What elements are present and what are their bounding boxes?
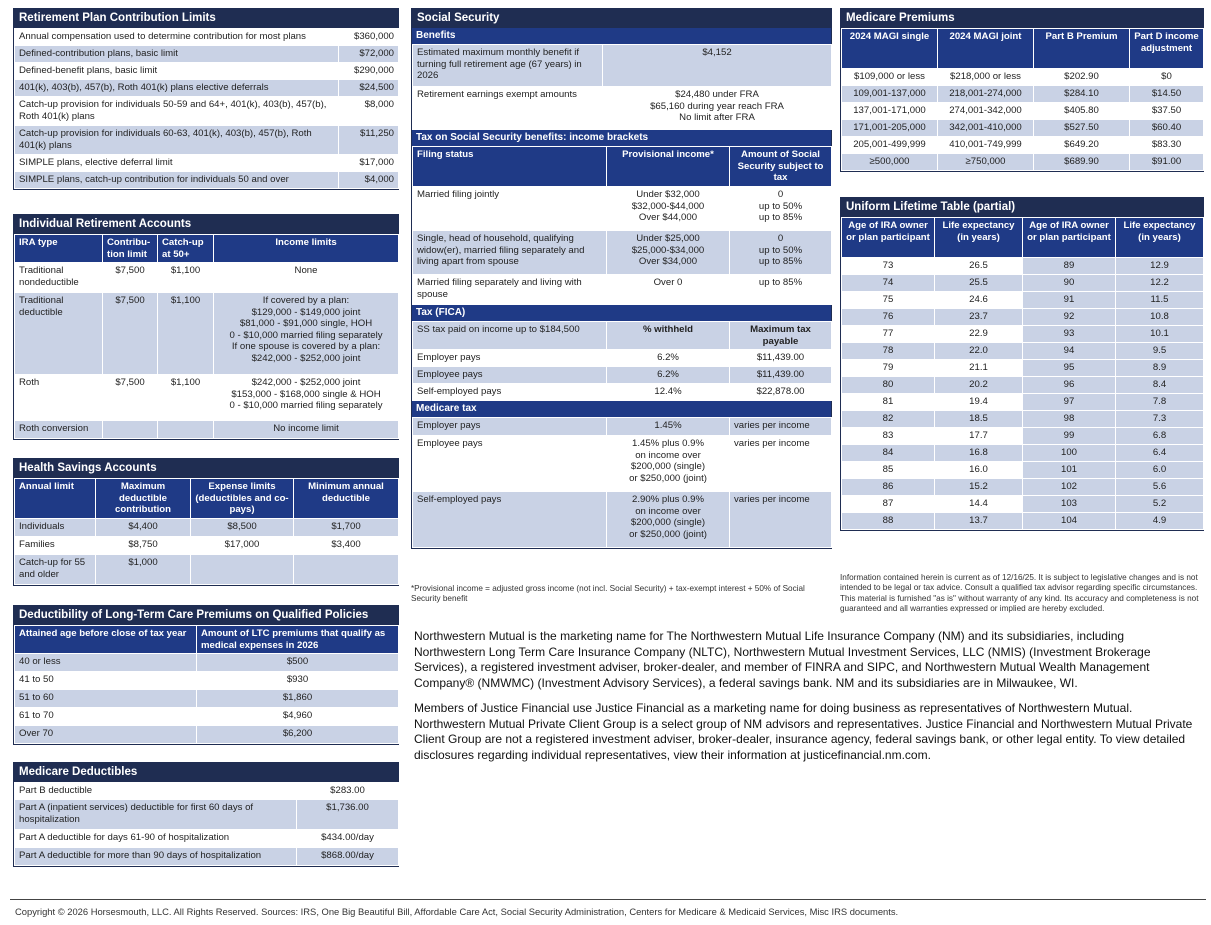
premiums-header: 2024 MAGI joint [938,29,1034,69]
table-row [15,830,399,848]
table-row [15,29,399,46]
limit-value: $17,000 [339,155,399,172]
medicare-tax-subtitle: Medicare tax [412,401,831,417]
attained-age: 51 to 60 [15,690,197,708]
premium-cell: $37.50 [1130,103,1204,120]
table-row [15,555,399,585]
hsa-header: Minimum annual deductible [294,479,399,519]
medicare-tax-label: Self-employed pays [413,492,607,548]
owner-age: 93 [1023,326,1116,343]
life-expectancy: 8.9 [1116,360,1204,377]
table-row [15,519,399,537]
pct-withheld: 12.4% [607,384,730,401]
limit-value: $24,500 [339,80,399,97]
ira-header: Catch-up at 50+ [158,235,214,263]
owner-age: 77 [842,326,935,343]
table-row [15,690,399,708]
income-limits: No income limit [214,421,399,439]
min-deductible: $3,400 [294,537,399,555]
provisional-income: Over 0 [607,275,730,305]
table-row [15,97,399,126]
table-row [15,783,399,800]
premium-cell: 410,001-749,999 [938,137,1034,154]
limit-label: Defined-benefit plans, basic limit [15,63,339,80]
fica-header: SS tax paid on income up to $184,500 [413,322,607,350]
premium-cell: 342,001-410,000 [938,120,1034,137]
life-expectancy: 22.0 [935,343,1023,360]
owner-age: 78 [842,343,935,360]
table-row [413,384,832,401]
table-row [413,87,832,130]
benefit-value: $4,152 [603,45,832,87]
life-expectancy: 24.6 [935,292,1023,309]
retirement-limits-table [14,28,399,189]
premium-cell: 205,001-499,999 [842,137,938,154]
owner-age: 84 [842,445,935,462]
hsa-panel [13,458,399,586]
hsa-label: Catch-up for 55 and older [15,555,96,585]
ss-tax-header: Amount of Social Security subject to tax [730,147,832,187]
owner-age: 94 [1023,343,1116,360]
lifetime-header: Life expectancy (in years) [1116,218,1204,258]
lifetime-table-panel [840,197,1204,531]
ltc-table [14,625,399,744]
table-row [413,187,832,231]
table-row [15,80,399,97]
lifetime-header: Life expectancy (in years) [935,218,1023,258]
life-expectancy: 15.2 [935,479,1023,496]
taxable-amount: 0 up to 50% up to 85% [730,187,832,231]
deductible-label: Part B deductible [15,783,297,800]
premiums-header: 2024 MAGI single [842,29,938,69]
owner-age: 91 [1023,292,1116,309]
life-expectancy: 22.9 [935,326,1023,343]
deductible-value: $283.00 [297,783,399,800]
life-expectancy: 20.2 [935,377,1023,394]
premium-cell: ≥750,000 [938,154,1034,171]
table-row [842,445,1204,462]
deductible-value: $868.00/day [297,848,399,866]
benefit-label: Retirement earnings exempt amounts [413,87,603,130]
medicare-pct: 2.90% plus 0.9% on income over $200,000 (single) or $250,000 (joint) [607,492,730,548]
ira-panel [13,214,399,440]
filing-status: Married filing separately and living with spouse [413,275,607,305]
owner-age: 85 [842,462,935,479]
ltc-amount: $4,960 [197,708,399,726]
premium-cell: $405.80 [1034,103,1130,120]
contribution-limit: $7,500 [103,375,158,421]
attained-age: 41 to 50 [15,672,197,690]
deductible-value: $1,736.00 [297,800,399,830]
premiums-header: Part B Premium [1034,29,1130,69]
limit-label: Defined-contribution plans, basic limit [15,46,339,63]
attained-age: 61 to 70 [15,708,197,726]
fica-header: % withheld [607,322,730,350]
ira-title: Individual Retirement Accounts [14,215,398,234]
life-expectancy: 16.8 [935,445,1023,462]
medicare-tax-label: Employee pays [413,436,607,492]
life-expectancy: 26.5 [935,258,1023,275]
ltc-header: Attained age before close of tax year [15,626,197,654]
medicare-premiums-table [841,28,1204,171]
hsa-header: Annual limit [15,479,96,519]
table-row [15,46,399,63]
table-row [15,155,399,172]
owner-age: 97 [1023,394,1116,411]
premium-cell: $109,000 or less [842,69,938,86]
owner-age: 90 [1023,275,1116,292]
table-row [15,172,399,189]
premium-cell: $284.10 [1034,86,1130,103]
income-limits: If covered by a plan: $129,000 - $149,000 joint $81,000 - $91,000 single, HOH 0 - $10,000 married filing separately If one spouse is covered by a plan: $242,000 - $252,000 joint [214,293,399,375]
table-row [842,86,1204,103]
table-row [842,137,1204,154]
ltc-panel [13,605,399,745]
premium-cell: $649.20 [1034,137,1130,154]
table-row [842,513,1204,530]
medicare-tax-table [412,417,832,548]
life-expectancy: 25.5 [935,275,1023,292]
medicare-deductibles-panel [13,762,399,867]
income-limits: None [214,263,399,293]
life-expectancy: 6.4 [1116,445,1204,462]
table-row [15,672,399,690]
ss-tax-table [412,146,832,305]
ltc-amount: $6,200 [197,726,399,744]
max-tax: $11,439.00 [730,350,832,367]
table-row [413,350,832,367]
life-expectancy: 19.4 [935,394,1023,411]
owner-age: 96 [1023,377,1116,394]
limit-label: SIMPLE plans, catch-up contribution for individuals 50 and over [15,172,339,189]
ss-tax-header: Filing status [413,147,607,187]
owner-age: 73 [842,258,935,275]
attained-age: 40 or less [15,654,197,672]
max-contribution: $1,000 [96,555,191,585]
table-row [15,126,399,155]
fica-header: Maximum tax payable [730,322,832,350]
medicare-premiums-panel [840,8,1204,172]
fica-subtitle: Tax (FICA) [412,305,831,321]
contribution-limit: $7,500 [103,293,158,375]
table-row [842,411,1204,428]
fica-label: Employee pays [413,367,607,384]
owner-age: 98 [1023,411,1116,428]
attained-age: Over 70 [15,726,197,744]
table-row [842,394,1204,411]
table-row [15,63,399,80]
owner-age: 81 [842,394,935,411]
life-expectancy: 12.9 [1116,258,1204,275]
medicare-max: varies per income [730,436,832,492]
owner-age: 92 [1023,309,1116,326]
ira-header: Income limits [214,235,399,263]
table-row [413,436,832,492]
owner-age: 83 [842,428,935,445]
medicare-pct: 1.45% plus 0.9% on income over $200,000 (single) or $250,000 (joint) [607,436,730,492]
table-row [842,154,1204,171]
social-security-title: Social Security [412,9,831,28]
owner-age: 80 [842,377,935,394]
life-expectancy: 11.5 [1116,292,1204,309]
owner-age: 100 [1023,445,1116,462]
hsa-title: Health Savings Accounts [14,459,398,478]
hsa-label: Individuals [15,519,96,537]
table-row [842,258,1204,275]
taxable-amount: up to 85% [730,275,832,305]
income-limits: $242,000 - $252,000 joint $153,000 - $168,000 single & HOH 0 - $10,000 married filing separately [214,375,399,421]
contribution-limit [103,421,158,439]
premium-cell: $60.40 [1130,120,1204,137]
table-row [15,726,399,744]
table-row [842,69,1204,86]
table-row [842,462,1204,479]
premium-cell: $83.30 [1130,137,1204,154]
footer-divider [10,899,1206,900]
limit-value: $360,000 [339,29,399,46]
expense-limit: $8,500 [191,519,294,537]
premium-cell: $218,000 or less [938,69,1034,86]
medicare-tax-label: Employer pays [413,418,607,436]
life-expectancy: 4.9 [1116,513,1204,530]
life-expectancy: 5.6 [1116,479,1204,496]
table-row [842,377,1204,394]
premium-cell: $0 [1130,69,1204,86]
fica-table [412,321,832,401]
owner-age: 75 [842,292,935,309]
fica-label: Self-employed pays [413,384,607,401]
life-expectancy: 17.7 [935,428,1023,445]
owner-age: 82 [842,411,935,428]
max-contribution: $8,750 [96,537,191,555]
life-expectancy: 16.0 [935,462,1023,479]
table-row [15,375,399,421]
limit-value: $72,000 [339,46,399,63]
table-row [842,428,1204,445]
disclaimer-note: Information contained herein is current as of 12/16/25. It is subject to legislative changes and is not intended to be legal or tax advice. Consult a qualified tax advisor regarding specific circumstances. This material is furnished "as is" without warranty of any kind. Its accuracy and completeness is not guaranteed and all warranties expressed or implied are hereby excluded. [840,573,1199,614]
owner-age: 99 [1023,428,1116,445]
medicare-deductibles-title: Medicare Deductibles [14,763,398,782]
life-expectancy: 21.1 [935,360,1023,377]
retirement-limits-title: Retirement Plan Contribution Limits [14,9,398,28]
owner-age: 102 [1023,479,1116,496]
life-expectancy: 6.0 [1116,462,1204,479]
limit-value: $8,000 [339,97,399,126]
life-expectancy: 5.2 [1116,496,1204,513]
min-deductible [294,555,399,585]
ltc-amount: $500 [197,654,399,672]
table-row [842,360,1204,377]
table-row [15,708,399,726]
deductible-label: Part A deductible for more than 90 days of hospitalization [15,848,297,866]
ss-tax-header: Provisional income* [607,147,730,187]
expense-limit [191,555,294,585]
pct-withheld: 6.2% [607,367,730,384]
owner-age: 103 [1023,496,1116,513]
owner-age: 87 [842,496,935,513]
table-row [413,231,832,275]
owner-age: 76 [842,309,935,326]
benefit-value: $24,480 under FRA $65,160 during year reach FRA No limit after FRA [603,87,832,130]
owner-age: 79 [842,360,935,377]
table-row [842,479,1204,496]
life-expectancy: 7.3 [1116,411,1204,428]
ira-header: Contribu-tion limit [103,235,158,263]
table-row [842,496,1204,513]
limit-label: Catch-up provision for individuals 60-63, 401(k), 403(b), 457(b), Roth 401(k) plans [15,126,339,155]
owner-age: 89 [1023,258,1116,275]
table-row [842,103,1204,120]
table-row [842,292,1204,309]
deductible-label: Part A (inpatient services) deductible for first 60 days of hospitalization [15,800,297,830]
life-expectancy: 8.4 [1116,377,1204,394]
life-expectancy: 6.8 [1116,428,1204,445]
max-contribution: $4,400 [96,519,191,537]
table-row [842,343,1204,360]
table-row [842,309,1204,326]
table-row [15,263,399,293]
table-row [15,800,399,830]
limit-value: $4,000 [339,172,399,189]
premium-cell: $689.90 [1034,154,1130,171]
catch-up: $1,100 [158,263,214,293]
medicare-deductibles-table [14,782,399,866]
premium-cell: ≥500,000 [842,154,938,171]
social-security-panel [411,8,832,549]
life-expectancy: 14.4 [935,496,1023,513]
ira-type: Roth [15,375,103,421]
premium-cell: 274,001-342,000 [938,103,1034,120]
table-row [842,275,1204,292]
provisional-income: Under $32,000 $32,000-$44,000 Over $44,000 [607,187,730,231]
premium-cell: 171,001-205,000 [842,120,938,137]
medicare-pct: 1.45% [607,418,730,436]
table-row [15,848,399,866]
ltc-amount: $1,860 [197,690,399,708]
premium-cell: 109,001-137,000 [842,86,938,103]
premium-cell: $202.90 [1034,69,1130,86]
ltc-amount: $930 [197,672,399,690]
max-tax: $11,439.00 [730,367,832,384]
limit-label: 401(k), 403(b), 457(b), Roth 401(k) plans elective deferrals [15,80,339,97]
catch-up: $1,100 [158,293,214,375]
life-expectancy: 10.8 [1116,309,1204,326]
limit-value: $11,250 [339,126,399,155]
table-row [15,421,399,439]
deductible-value: $434.00/day [297,830,399,848]
life-expectancy: 23.7 [935,309,1023,326]
owner-age: 86 [842,479,935,496]
ss-tax-subtitle: Tax on Social Security benefits: income brackets [412,130,831,146]
ira-table [14,234,399,439]
premium-cell: $527.50 [1034,120,1130,137]
lifetime-table [841,217,1204,530]
provisional-income: Under $25,000 $25,000-$34,000 Over $34,000 [607,231,730,275]
limit-label: SIMPLE plans, elective deferral limit [15,155,339,172]
medicare-premiums-title: Medicare Premiums [841,9,1203,28]
retirement-limits-panel [13,8,399,190]
filing-status: Married filing jointly [413,187,607,231]
catch-up [158,421,214,439]
disclosure-paragraph-2: Members of Justice Financial use Justice Financial as a marketing name for doing business as representatives of Northwestern Mutual. Northwestern Mutual Private Client Group is a select group of NM advisors and representatives. Justice Financial and Northwestern Mutual Private Client Group are not a registered investment adviser, broker-dealer, insurance agency, federal savings bank, or other legal entity. To view detailed disclosures regarding individual representatives, view their information at justicefinancial.nm.com. [414,701,1193,762]
filing-status: Single, head of household, qualifying widow(er), married filing separately and living apart from spouse [413,231,607,275]
table-row [842,326,1204,343]
premium-cell: $14.50 [1130,86,1204,103]
hsa-label: Families [15,537,96,555]
copyright: Copyright © 2026 Horsesmouth, LLC. All Rights Reserved. Sources: IRS, One Big Beautiful Bill, Affordable Care Act, Social Security Administration, Centers for Medicare & Medicaid Services, Misc IRS documents. [15,906,899,917]
ira-type: Traditional deductible [15,293,103,375]
benefits-subtitle: Benefits [412,28,831,44]
premium-cell: $91.00 [1130,154,1204,171]
table-row [413,45,832,87]
table-row [413,418,832,436]
pct-withheld: 6.2% [607,350,730,367]
limit-value: $290,000 [339,63,399,80]
lifetime-table-title: Uniform Lifetime Table (partial) [841,198,1203,217]
table-row [413,367,832,384]
life-expectancy: 12.2 [1116,275,1204,292]
owner-age: 101 [1023,462,1116,479]
fica-label: Employer pays [413,350,607,367]
lifetime-header: Age of IRA owner or plan participant [842,218,935,258]
ltc-title: Deductibility of Long-Term Care Premiums on Qualified Policies [14,606,398,625]
ltc-header: Amount of LTC premiums that qualify as medical expenses in 2026 [197,626,399,654]
deductible-label: Part A deductible for days 61-90 of hospitalization [15,830,297,848]
catch-up: $1,100 [158,375,214,421]
limit-label: Annual compensation used to determine contribution for most plans [15,29,339,46]
max-tax: $22,878.00 [730,384,832,401]
owner-age: 88 [842,513,935,530]
table-row [15,293,399,375]
medicare-max: varies per income [730,418,832,436]
medicare-max: varies per income [730,492,832,548]
owner-age: 104 [1023,513,1116,530]
limit-label: Catch-up provision for individuals 50-59 and 64+, 401(k), 403(b), 457(b), Roth 401(k) plans [15,97,339,126]
provisional-income-footnote: *Provisional income = adjusted gross income (not incl. Social Security) + tax-exempt interest + 50% of Social Security benefit [411,584,805,604]
hsa-table [14,478,399,585]
lifetime-header: Age of IRA owner or plan participant [1023,218,1116,258]
table-row [15,654,399,672]
benefits-table [412,44,832,130]
benefit-label: Estimated maximum monthly benefit if turning full retirement age (67 years) in 2026 [413,45,603,87]
life-expectancy: 7.8 [1116,394,1204,411]
premiums-header: Part D income adjustment [1130,29,1204,69]
premium-cell: 137,001-171,000 [842,103,938,120]
table-row [842,120,1204,137]
premium-cell: 218,001-274,000 [938,86,1034,103]
taxable-amount: 0 up to 50% up to 85% [730,231,832,275]
ira-type: Roth conversion [15,421,103,439]
table-row [413,275,832,305]
owner-age: 95 [1023,360,1116,377]
life-expectancy: 10.1 [1116,326,1204,343]
expense-limit: $17,000 [191,537,294,555]
table-row [413,492,832,548]
disclosure-paragraph-1: Northwestern Mutual is the marketing name for The Northwestern Mutual Life Insurance Company (NM) and its subsidiaries, including Northwestern Long Term Care Insurance Company (NLTC), Northwestern Mutual Investment Services, LLC (NMIS) (Investment Brokerage Services), a registered investment adviser, broker-dealer, and member of FINRA and SIPC, and Northwestern Mutual Wealth Management Company® (NMWMC) (Investment Advisory Services), a federal savings bank. NM and its subsidiaries are in Milwaukee, WI. [414,629,1151,690]
life-expectancy: 18.5 [935,411,1023,428]
ira-header: IRA type [15,235,103,263]
contribution-limit: $7,500 [103,263,158,293]
life-expectancy: 13.7 [935,513,1023,530]
owner-age: 74 [842,275,935,292]
ira-type: Traditional nondeductible [15,263,103,293]
hsa-header: Expense limits (deductibles and co-pays) [191,479,294,519]
table-row [15,537,399,555]
life-expectancy: 9.5 [1116,343,1204,360]
hsa-header: Maximum deductible contribution [96,479,191,519]
min-deductible: $1,700 [294,519,399,537]
